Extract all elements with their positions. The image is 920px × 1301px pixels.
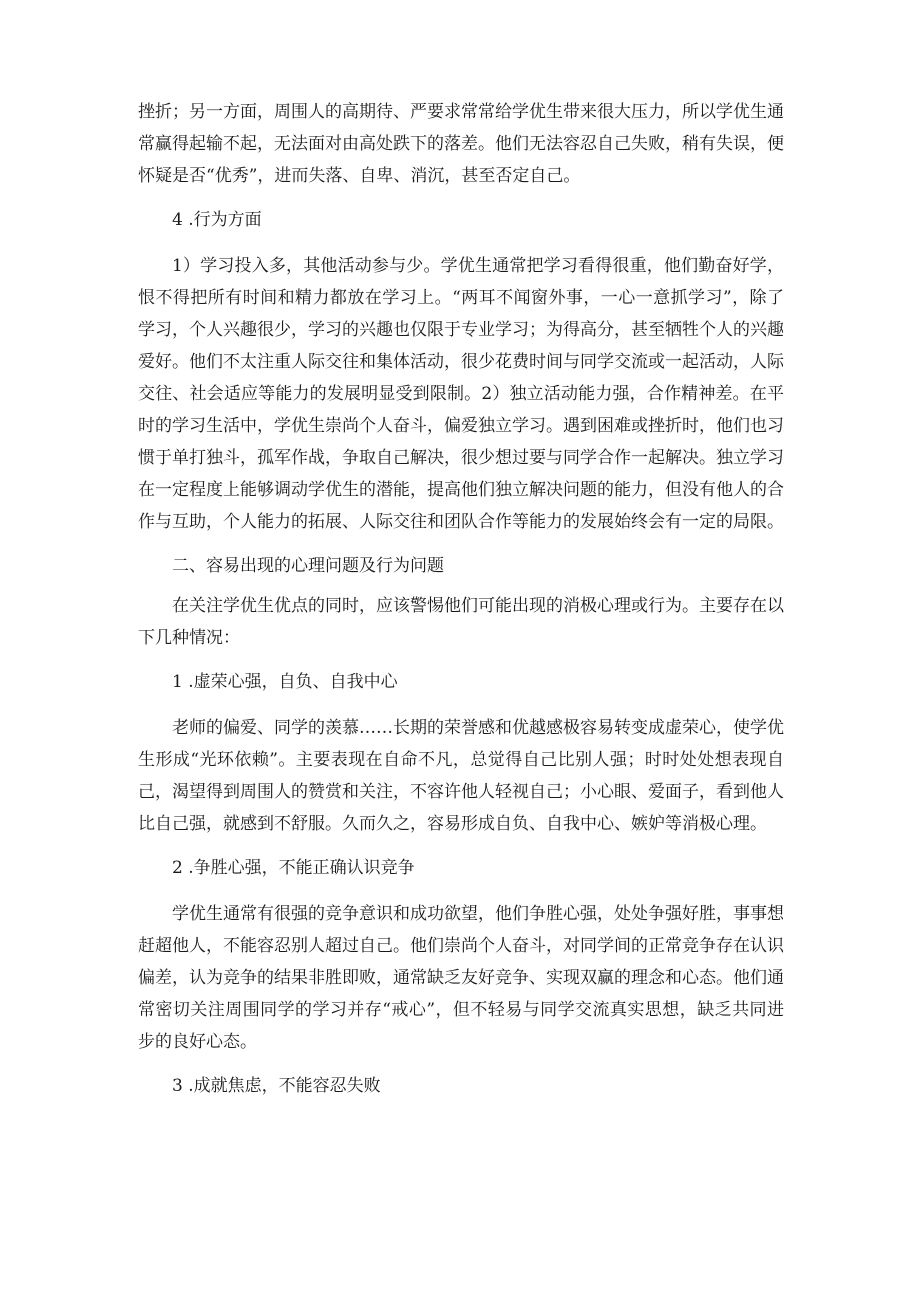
paragraph-competition: 学优生通常有很强的竞争意识和成功欲望，他们争胜心强，处处争强好胜，事事想赶超他人，不能容忍别人超过自己。他们崇尚个人奋斗，对同学间的正常竞争存在认识偏差，认为竞争的结果非胜即败，通常缺乏友好竞争、实现双赢的理念和心态。他们通常密切关注周围同学的学习并存“戒心”，但不轻易与同学交流真实思想，缺乏共同进步的良好心态。 xyxy=(138,904,784,1052)
heading-behavior: 4 .行为方面 xyxy=(172,210,262,230)
paragraph-problems-intro: 在关注学优生优点的同时，应该警惕他们可能出现的消极心理或行为。主要存在以下几种情况： xyxy=(138,596,784,648)
paragraph-continuation: 挫折；另一方面，周围人的高期待、严要求常常给学优生带来很大压力，所以学优生通常赢得起输不起，无法面对由高处跌下的落差。他们无法容忍自己失败，稍有失误，便怀疑是否“优秀”，进而失落、自卑、消沉，甚至否定自己。 xyxy=(138,102,784,186)
heading-anxiety: 3 .成就焦虑，不能容忍失败 xyxy=(172,1076,381,1096)
heading-competition: 2 .争胜心强，不能正确认识竞争 xyxy=(172,858,415,878)
paragraph-vanity: 老师的偏爱、同学的羡慕……长期的荣誉感和优越感极容易转变成虚荣心，使学优生形成“光环依赖”。主要表现在自命不凡，总觉得自己比别人强；时时处处想表现自己，渴望得到周围人的赞赏和关注，不容许他人轻视自己；小心眼、爱面子，看到他人比自己强，就感到不舒服。久而久之，容易形成自负、自我中心、嫉妒等消极心理。 xyxy=(138,718,784,834)
paragraph-behavior-details: 1）学习投入多，其他活动参与少。学优生通常把学习看得很重，他们勤奋好学，恨不得把所有时间和精力都放在学习上。“两耳不闻窗外事，一心一意抓学习”，除了学习，个人兴趣很少，学习的兴趣也仅限于专业学习；为得高分，甚至牺牲个人的兴趣爱好。他们不太注重人际交往和集体活动，很少花费时间与同学交流或一起活动，人际交往、社会适应等能力的发展明显受到限制。2）独立活动能力强，合作精神差。在平时的学习生活中，学优生崇尚个人奋斗，偏爱独立学习。遇到困难或挫折时，他们也习惯于单打独斗，孤军作战，争取自己解决，很少想过要与同学合作一起解决。独立学习在一定程度上能够调动学优生的潜能，提高他们独立解决问题的能力，但没有他人的合作与互助，个人能力的拓展、人际交往和团队合作等能力的发展始终会有一定的局限。 xyxy=(138,256,784,532)
section-heading-problems: 二、容易出现的心理问题及行为问题 xyxy=(172,556,444,576)
document-body xyxy=(138,96,784,1116)
heading-vanity: 1 .虚荣心强，自负、自我中心 xyxy=(172,672,398,692)
